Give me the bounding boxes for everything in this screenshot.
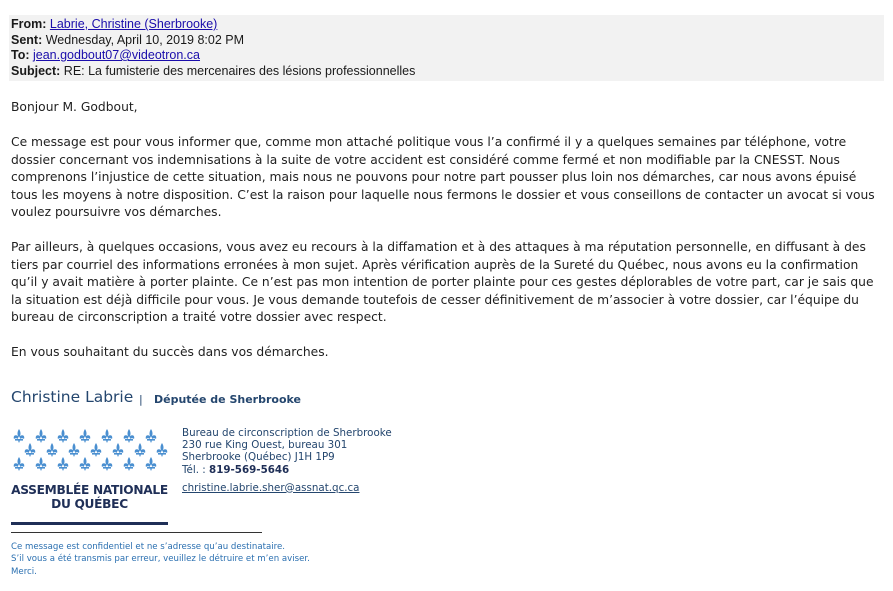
to-link[interactable]: jean.godbout07@videotron.ca <box>33 48 200 62</box>
office-line-3: Sherbrooke (Québec) J1H 1P9 <box>182 451 335 464</box>
sent-row <box>9 33 884 49</box>
signature-title: Députée de Sherbrooke <box>154 393 302 406</box>
logo-line-1: ASSEMBLÉE NATIONALE <box>11 483 168 497</box>
fleur-de-lis-icon <box>157 443 168 457</box>
office-line-2: 230 rue King Ouest, bureau 301 <box>182 439 348 452</box>
phone-label: Tél. : <box>182 463 210 476</box>
email-body <box>11 99 885 379</box>
fleur-de-lis-icon <box>135 443 146 457</box>
sent-label: Sent: <box>11 32 43 47</box>
email-header <box>9 15 884 81</box>
paragraph-2: Par ailleurs, à quelques occasions, vous avez eu recours à la diffamation et à des attaques à ma réputation personnelle, en diffusant à des tiers par courriel des informations erronées à mon sujet. Après vérification auprès de la Sureté du Québec, nous avons eu la confirmation qu’il y avait matière à porter plainte. Ce n’est pas mon intention de porter plainte pour ces gestes déplorables de votre part, car je sais que la situation est déjà difficile pour vous. Je vous demande toutefois de cesser définitivement de m’associer à votre dossier, car l’équipe du bureau de circonscription a traité votre dossier avec respect. <box>11 240 874 324</box>
subject-label: Subject: <box>11 63 61 78</box>
fleur-de-lis-icon <box>36 429 47 443</box>
from-label: From: <box>11 17 47 31</box>
phone-value: 819-569-5646 <box>209 463 290 476</box>
sent-value: Wednesday, April 10, 2019 8:02 PM <box>45 32 245 47</box>
signature-separator: | <box>139 393 143 406</box>
disclaimer-line-2: S’il vous a été transmis par erreur, veuillez le détruire et m’en aviser. <box>11 554 310 565</box>
fleur-de-lis-icon <box>47 443 58 457</box>
signature-name: Christine Labrie <box>11 388 134 406</box>
fleur-de-lis-icon <box>91 443 102 457</box>
disclaimer-line-3: Merci. <box>11 566 37 577</box>
fleur-de-lis-icon <box>102 429 113 443</box>
office-line-1: Bureau de circonscription de Sherbrooke <box>182 427 392 439</box>
signature-divider <box>11 532 262 533</box>
fleur-de-lis-icon <box>14 429 25 443</box>
fleur-de-lis-icon <box>14 457 25 471</box>
logo-text <box>11 484 168 511</box>
closing: En vous souhaitant du succès dans vos démarches. <box>11 345 329 359</box>
assemblee-nationale-logo <box>11 426 168 526</box>
from-row <box>9 17 884 33</box>
logo-line-2: DU QUÉBEC <box>51 496 128 511</box>
fleur-de-lis-icon <box>124 429 135 443</box>
office-email-link[interactable]: christine.labrie.sher@assnat.qc.ca <box>182 481 360 494</box>
subject-value: RE: La fumisterie des mercenaires des lésions professionnelles <box>63 63 416 78</box>
to-row <box>9 48 884 64</box>
disclaimer-line-1: Ce message est confidentiel et ne s’adresse qu’au destinataire. <box>11 542 285 552</box>
fleur-de-lis-icon <box>25 443 36 457</box>
fleur-de-lis-icon <box>124 457 135 471</box>
fleur-de-lis-pattern-icon <box>11 426 168 476</box>
fleur-de-lis-icon <box>146 429 157 443</box>
greeting: Bonjour M. Godbout, <box>11 100 138 114</box>
logo-underline <box>11 522 168 525</box>
fleur-de-lis-icon <box>113 443 124 457</box>
fleur-de-lis-icon <box>69 443 80 457</box>
fleur-de-lis-icon <box>80 429 91 443</box>
office-phone <box>182 464 392 476</box>
fleur-de-lis-icon <box>58 457 69 471</box>
fleur-de-lis-icon <box>36 457 47 471</box>
paragraph-1: Ce message est pour vous informer que, comme mon attaché politique vous l’a confirmé il y a quelques semaines par téléphone, votre dossier concernant vos indemnisations à la suite de votre accident est considéré comme fermé et non modifiable par la CNESST. Nous comprenons l’injustice de cette situation, mais nous ne pouvons pour notre part pousser plus loin nos démarches, car nous avons épuisé tous les moyens à notre disposition. C’est la raison pour laquelle nous fermons le dossier et vous conseillons de contacter un avocat si vous voulez poursuivre vos démarches. <box>11 135 875 219</box>
fleur-de-lis-icon <box>146 457 157 471</box>
fleur-de-lis-icon <box>102 457 113 471</box>
to-label: To: <box>11 48 30 62</box>
from-link[interactable]: Labrie, Christine (Sherbrooke) <box>49 17 218 31</box>
subject-row <box>9 64 884 80</box>
disclaimer <box>11 541 310 578</box>
fleur-de-lis-icon <box>80 457 91 471</box>
fleur-de-lis-icon <box>58 429 69 443</box>
office-info <box>182 427 392 494</box>
